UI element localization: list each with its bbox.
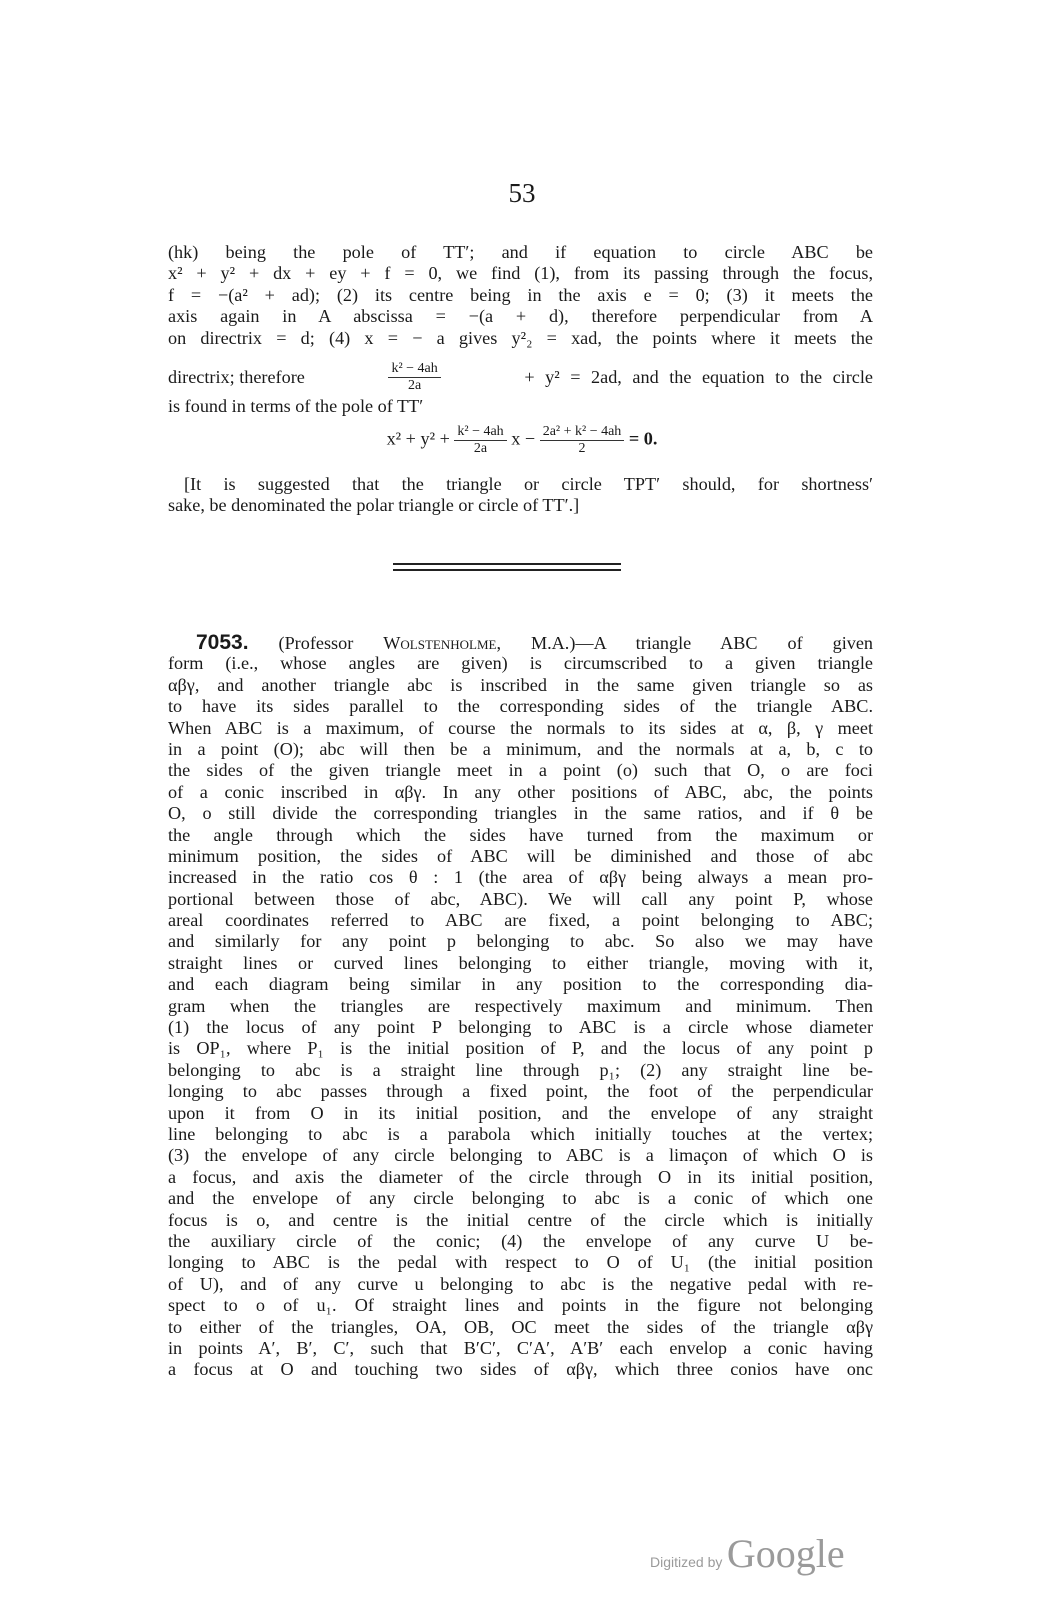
fraction-numerator: k² − 4ah — [388, 361, 440, 378]
text-line: gram when the triangles are respectively maximum and minimum. Then — [168, 995, 873, 1016]
text-line: O, o still divide the corresponding triangles in the same ratios, and if θ be — [168, 803, 873, 824]
text-line: longing to ABC is the pedal with respect to O of U₁ (the initial position — [168, 1252, 873, 1273]
text-line: a focus at O and touching two sides of αβγ, which three conios have onc — [168, 1359, 873, 1380]
text-line: minimum position, the sides of ABC will be diminished and those of abc — [168, 845, 873, 866]
text-line: portional between those of abc, ABC). We will call any point P, whose — [168, 888, 873, 909]
text-line: belonging to abc is a straight line through p₁; (2) any straight line be- — [168, 1059, 873, 1080]
problem-number: 7053. — [196, 631, 249, 654]
text-line: is found in terms of the pole of TT′ — [168, 396, 424, 416]
editor-note — [168, 474, 873, 517]
equation-tail: = 0. — [628, 428, 658, 449]
author-prefix: (Professor — [278, 633, 354, 653]
equation-mid: x − — [511, 428, 536, 449]
fraction — [540, 424, 625, 457]
text-line: of U), and of any curve u belonging to abc is the negative pedal with re- — [168, 1273, 873, 1294]
fraction — [454, 424, 506, 457]
text-line: increased in the ratio cos θ : 1 (the area of αβγ being always a mean pro- — [168, 867, 873, 888]
section-divider — [393, 563, 621, 565]
equation-lead: x² + y² + — [386, 428, 450, 449]
directrix-after: + y² = 2ad, and the equation to the circle — [524, 366, 873, 387]
fraction-denominator: 2a — [473, 441, 488, 456]
text-line: a focus, and axis the diameter of the circle through O in its initial position, — [168, 1166, 873, 1187]
text-line: the sides of the given triangle meet in a point (o) such that O, o are foci — [168, 760, 873, 781]
fraction — [388, 361, 440, 394]
fraction-numerator: k² − 4ah — [454, 424, 506, 441]
digitized-by-google-watermark — [650, 1530, 845, 1577]
text-line: f = −(a² + ad); (2) its centre being in the axis e = 0; (3) it meets the — [168, 284, 873, 305]
text-line: is OP₁, where P₁ is the initial position of P, and the locus of any point p — [168, 1038, 873, 1059]
text-line: [It is suggested that the triangle or circle TPT′ should, for shortness′ — [184, 474, 873, 494]
text-line: the auxiliary circle of the conic; (4) the envelope of any curve U be- — [168, 1230, 873, 1251]
directrix-before: directrix; therefore — [168, 366, 305, 387]
text-line: spect to o of u₁. Of straight lines and points in the figure not belonging — [168, 1295, 873, 1316]
text-line: and the envelope of any circle belonging to abc is a conic of which one — [168, 1188, 873, 1209]
text-line: (1) the locus of any point P belonging to ABC is a circle whose diameter — [168, 1017, 873, 1038]
text-line: When ABC is a maximum, of course the normals to its sides at α, β, γ meet — [168, 717, 873, 738]
text-line: and each diagram being similar in any position to the corresponding dia- — [168, 974, 873, 995]
watermark-prefix: Digitized by — [650, 1554, 723, 1570]
continuation-paragraph — [168, 242, 873, 349]
text-line: sake, be denominated the polar triangle or circle of TT′.] — [168, 495, 580, 516]
text-line: straight lines or curved lines belonging to either triangle, moving with it, — [168, 952, 873, 973]
text-line: upon it from O in its initial position, and the envelope of any straight — [168, 1102, 873, 1123]
text-line: of a conic inscribed in αβγ. In any other positions of ABC, abc, the points — [168, 781, 873, 802]
text-line: areal coordinates referred to ABC are fixed, a point belonging to ABC; — [168, 910, 873, 931]
text-line: line belonging to abc is a parabola which initially touches at the vertex; — [168, 1123, 873, 1144]
text-line: in points A′, B′, C′, such that B′C′, C′A′, A′B′ each envelop a conic having — [168, 1337, 873, 1358]
author-name: Wolstenholme — [383, 633, 497, 653]
fraction-denominator: 2a — [407, 377, 422, 393]
text-line: in a point (O); abc will then be a minimum, and the normals at a, b, c to — [168, 738, 873, 759]
text-line: on directrix = d; (4) x = − a gives y²₂ = xad, the points where it meets the — [168, 327, 873, 348]
text-line: x² + y² + dx + ey + f = 0, we find (1), from its passing through the focus, — [168, 263, 873, 284]
problem-heading-line — [168, 632, 873, 653]
text-line: (hk) being the pole of TT′; and if equation to circle ABC be — [168, 242, 873, 262]
text-paragraph — [168, 396, 873, 417]
fraction-numerator: 2a² + k² − 4ah — [540, 424, 625, 441]
directrix-line — [168, 356, 873, 398]
text-line: to have its sides parallel to the corresponding sides of the triangle ABC. — [168, 696, 873, 717]
text-line: and similarly for any point p belonging to abc. So also we may have — [168, 931, 873, 952]
google-logo: Google — [726, 1531, 845, 1576]
text-line: (3) the envelope of any circle belonging to ABC is a limaçon of which O is — [168, 1145, 873, 1166]
problem-7053 — [168, 632, 873, 1381]
author-suffix: , M.A.)—A triangle ABC of given — [496, 633, 874, 653]
text-line: longing to abc passes through a fixed point, the foot of the perpendicular — [168, 1081, 873, 1102]
page-number: 53 — [508, 178, 536, 208]
text-line: αβγ, and another triangle abc is inscribed in the same given triangle so as — [168, 674, 873, 695]
section-divider — [393, 569, 621, 571]
text-line: axis again in A abscissa = −(a + d), therefore perpendicular from A — [168, 306, 873, 327]
text-line: form (i.e., whose angles are given) is circumscribed to a given triangle — [168, 653, 873, 674]
text-line: focus is o, and centre is the initial centre of the circle which is initially — [168, 1209, 873, 1230]
text-line: to either of the triangles, OA, OB, OC meet the sides of the triangle αβγ — [168, 1316, 873, 1337]
fraction-denominator: 2 — [578, 441, 586, 456]
text-line: the angle through which the sides have turned from the maximum or — [168, 824, 873, 845]
display-equation — [0, 424, 1044, 457]
